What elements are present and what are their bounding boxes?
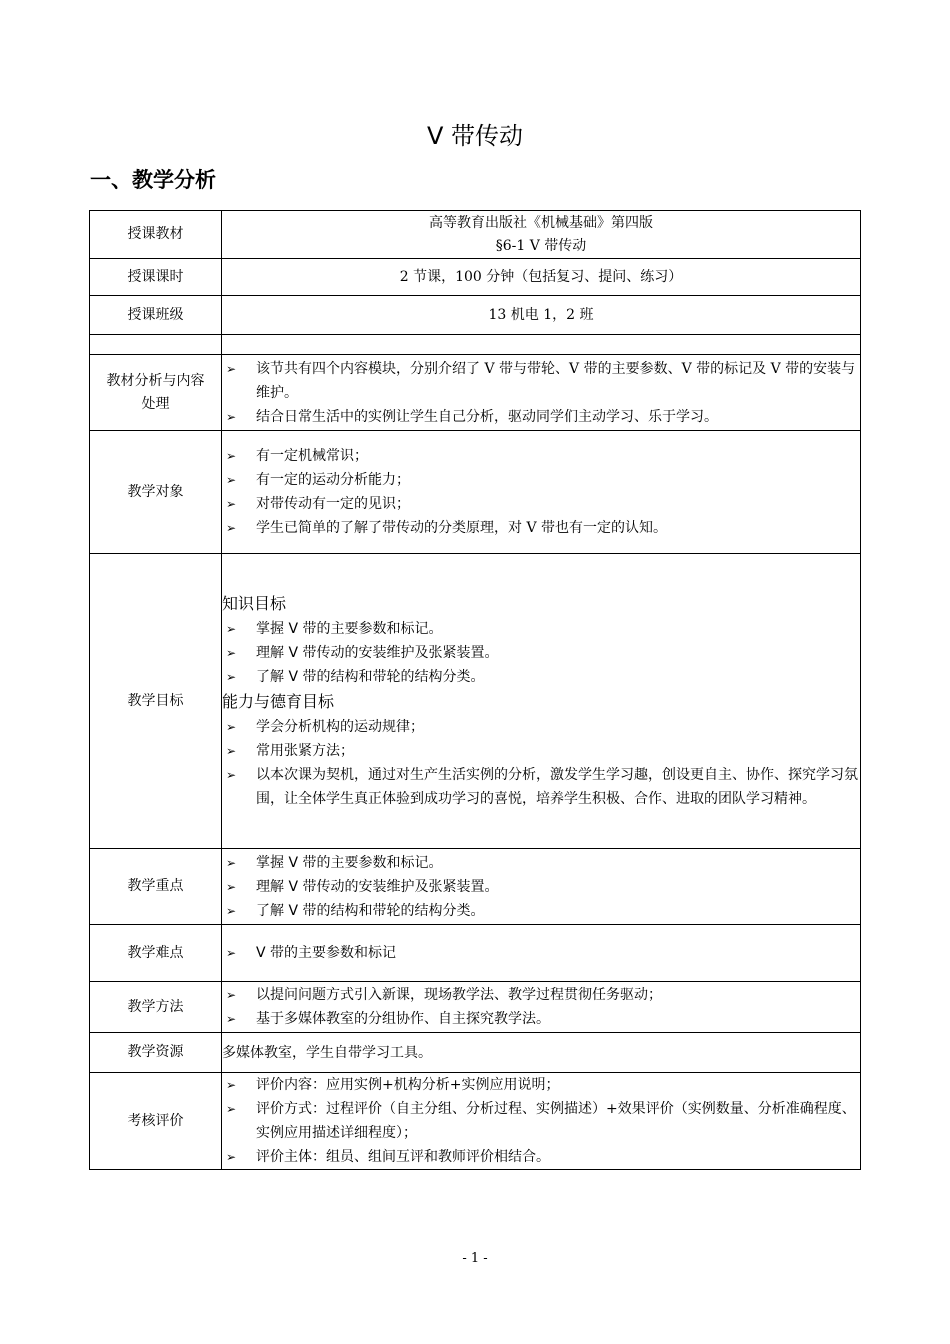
assessment-list (222, 1073, 860, 1169)
label-assessment: 考核评价 (90, 1073, 222, 1170)
list-item-text: 评价内容：应用实例+机构分析+实例应用说明； (256, 1077, 560, 1093)
row-textbook (90, 211, 861, 259)
label-difficulties: 教学难点 (90, 925, 222, 982)
page-title: V 带传动 (426, 122, 524, 150)
arrow-bullet-icon: ➢ (226, 946, 237, 960)
row-goals (90, 554, 861, 849)
row-resources (90, 1033, 861, 1073)
list-item (222, 444, 860, 468)
page-number: - 1 - (462, 1251, 488, 1266)
list-item-text: 学生已简单的了解了带传动的分类原理，对 V 带也有一定的认知。 (256, 520, 668, 536)
row-assessment (90, 1073, 861, 1170)
value-methods (222, 982, 861, 1033)
list-item (222, 617, 860, 641)
list-item (222, 1145, 860, 1169)
value-analysis (222, 355, 861, 431)
row-audience (90, 431, 861, 554)
list-item-text: 以提问问题方式引入新课，现场教学法、教学过程贯彻任务驱动； (256, 987, 662, 1003)
audience-list (222, 444, 860, 540)
label-audience: 教学对象 (90, 431, 222, 554)
arrow-bullet-icon: ➢ (226, 449, 237, 463)
value-classes: 13 机电 1，2 班 (222, 296, 861, 335)
row-classes (90, 296, 861, 335)
row-methods (90, 982, 861, 1033)
arrow-bullet-icon: ➢ (226, 903, 237, 918)
arrow-bullet-icon: ➢ (226, 1078, 237, 1092)
arrow-bullet-icon: ➢ (226, 361, 237, 376)
arrow-bullet-icon: ➢ (226, 879, 237, 894)
textbook-line-1: 高等教育出版社《机械基础》第四版 (429, 214, 653, 231)
ability-goals-list (222, 715, 860, 811)
label-methods: 教学方法 (90, 982, 222, 1033)
value-difficulties (222, 925, 861, 982)
list-item (222, 763, 860, 811)
row-difficulties (90, 925, 861, 982)
arrow-bullet-icon: ➢ (226, 670, 237, 684)
difficulties-list (222, 941, 860, 965)
list-item (222, 899, 860, 923)
list-item (222, 875, 860, 899)
label-resources: 教学资源 (90, 1033, 222, 1073)
knowledge-goals-list (222, 617, 860, 689)
list-item (222, 468, 860, 492)
label-textbook: 授课教材 (90, 211, 222, 259)
list-item-text: 学会分析机构的运动规律； (256, 719, 424, 735)
arrow-bullet-icon: ➢ (226, 744, 237, 758)
list-item-text: 理解 V 带传动的安装维护及张紧装置。 (256, 645, 499, 661)
knowledge-goals-heading: 知识目标 (222, 594, 287, 613)
list-item-text: 常用张紧方法； (256, 743, 354, 759)
row-hours (90, 259, 861, 296)
list-item (222, 492, 860, 516)
value-textbook (222, 211, 861, 259)
list-item (222, 665, 860, 689)
list-item (222, 851, 860, 875)
list-item-text: 掌握 V 带的主要参数和标记。 (256, 854, 443, 871)
list-item (222, 983, 860, 1007)
value-audience (222, 431, 861, 554)
list-item-text: 理解 V 带传动的安装维护及张紧装置。 (256, 878, 499, 895)
arrow-bullet-icon: ➢ (226, 622, 237, 636)
section-heading: 一、教学分析 (90, 168, 216, 192)
label-goals: 教学目标 (90, 554, 222, 849)
ability-goals-heading: 能力与德育目标 (222, 692, 335, 711)
list-item (222, 405, 860, 429)
list-item-text: 基于多媒体教室的分组协作、自主探究教学法。 (256, 1011, 550, 1027)
list-item-text: 有一定的运动分析能力； (256, 472, 410, 488)
list-item-text: 掌握 V 带的主要参数和标记。 (256, 621, 443, 637)
list-item-text: 了解 V 带的结构和带轮的结构分类。 (256, 669, 485, 685)
value-goals (222, 554, 861, 849)
list-item (222, 1073, 860, 1097)
label-analysis-text: 教材分析与内容处理 (106, 372, 205, 412)
teaching-analysis-table (89, 210, 861, 1170)
label-classes: 授课班级 (90, 296, 222, 335)
list-item (222, 357, 860, 405)
label-key-points: 教学重点 (90, 849, 222, 925)
empty-cell-left (90, 335, 222, 355)
list-item (222, 715, 860, 739)
arrow-bullet-icon: ➢ (226, 646, 237, 660)
arrow-bullet-icon: ➢ (226, 1102, 237, 1116)
textbook-line-2: §6-1 V 带传动 (495, 237, 587, 254)
arrow-bullet-icon: ➢ (226, 720, 237, 734)
empty-cell-right (222, 335, 861, 355)
list-item (222, 516, 860, 540)
list-item (222, 1007, 860, 1031)
arrow-bullet-icon: ➢ (226, 497, 237, 511)
value-assessment (222, 1073, 861, 1170)
analysis-list (222, 357, 860, 429)
value-hours: 2 节课，100 分钟（包括复习、提问、练习） (222, 259, 861, 296)
list-item-text: 以本次课为契机，通过对生产生活实例的分析，激发学生学习趣，创设更自主、协作、探究学习氛围，让全体学生真正体验到成功学习的喜悦，培养学生积极、合作、进取的团队学习精神。 (256, 767, 858, 807)
list-item-text: V 带的主要参数和标记 (256, 945, 397, 961)
arrow-bullet-icon: ➢ (226, 1150, 237, 1164)
list-item-text: 对带传动有一定的见识； (256, 496, 410, 512)
arrow-bullet-icon: ➢ (226, 409, 237, 424)
list-item (222, 641, 860, 665)
methods-list (222, 983, 860, 1031)
arrow-bullet-icon: ➢ (226, 768, 237, 782)
list-item-text: 了解 V 带的结构和带轮的结构分类。 (256, 902, 485, 919)
arrow-bullet-icon: ➢ (226, 855, 237, 870)
list-item (222, 941, 860, 965)
arrow-bullet-icon: ➢ (226, 1012, 237, 1026)
row-empty (90, 335, 861, 355)
list-item (222, 739, 860, 763)
list-item-text: 该节共有四个内容模块，分别介绍了 V 带与带轮、V 带的主要参数、V 带的标记及 V 带的安装与维护。 (256, 360, 856, 401)
list-item-text: 评价主体：组员、组间互评和教师评价相结合。 (256, 1149, 550, 1165)
key-points-list (222, 851, 860, 923)
list-item (222, 1097, 860, 1145)
list-item-text: 结合日常生活中的实例让学生自己分析，驱动同学们主动学习、乐于学习。 (256, 408, 718, 425)
value-key-points (222, 849, 861, 925)
arrow-bullet-icon: ➢ (226, 473, 237, 487)
arrow-bullet-icon: ➢ (226, 521, 237, 535)
list-item-text: 有一定机械常识； (256, 448, 368, 464)
arrow-bullet-icon: ➢ (226, 988, 237, 1002)
row-key-points (90, 849, 861, 925)
row-analysis (90, 355, 861, 431)
list-item-text: 评价方式：过程评价（自主分组、分析过程、实例描述）+效果评价（实例数量、分析准确程度、实例应用描述详细程度）； (256, 1101, 856, 1141)
value-resources: 多媒体教室，学生自带学习工具。 (222, 1033, 861, 1073)
label-hours: 授课课时 (90, 259, 222, 296)
label-analysis (90, 355, 222, 431)
